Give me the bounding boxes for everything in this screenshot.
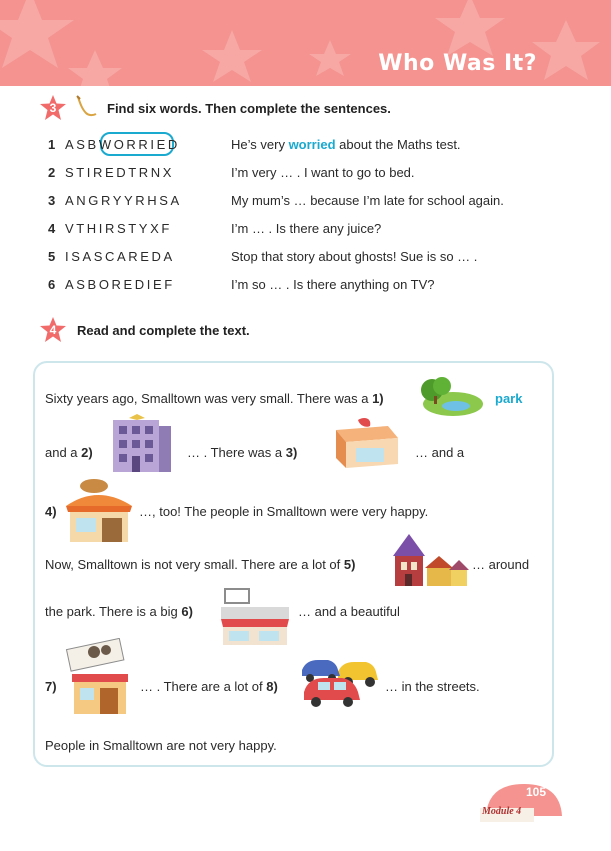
supermarket-image	[215, 585, 295, 647]
header-banner	[0, 0, 611, 86]
text-line: … around	[472, 557, 530, 572]
text-line: and a 2)	[45, 445, 93, 460]
text-line: 4)	[45, 504, 57, 519]
exercise-3-badge: 3	[40, 95, 66, 121]
exercise-3-instruction: Find six words. Then complete the sentences.	[107, 101, 391, 116]
page-title: Who Was It?	[378, 51, 537, 76]
example-answer: worried	[288, 137, 336, 152]
text-line: … and a beautiful	[298, 604, 400, 619]
text-line: Sixty years ago, Smalltown was very small. There was a 1)	[45, 391, 384, 406]
text-line: 7)	[45, 679, 57, 694]
pencil-icon	[74, 95, 100, 117]
circled-word: WORRIED	[98, 137, 180, 152]
text-line: … in the streets.	[385, 679, 480, 694]
text-line: … and a	[415, 445, 465, 460]
exercise-4-badge: 4	[40, 317, 66, 343]
bakery-image	[60, 476, 136, 546]
page-number: 105	[526, 785, 547, 799]
page-footer	[480, 782, 564, 827]
school-building-image	[107, 412, 173, 474]
module-label: Module 4	[482, 806, 522, 817]
text-line: … . There was a 3)	[187, 445, 298, 460]
park-image	[418, 376, 484, 418]
houses-image	[389, 530, 473, 588]
text-line: Now, Smalltown is not very small. There are a lot of 5)	[45, 557, 356, 572]
text-line: …, too! The people in Smalltown were very happy.	[139, 504, 429, 519]
shop-image	[318, 416, 402, 472]
example-answer-park: park	[495, 391, 523, 406]
exercise-4-instruction: Read and complete the text.	[77, 323, 250, 338]
cars-image	[298, 652, 380, 708]
text-line: the park. There is a big 6)	[45, 604, 193, 619]
text-line: … . There are a lot of 8)	[140, 679, 278, 694]
text-line: People in Smalltown are not very happy.	[45, 738, 277, 753]
cinema-image	[64, 638, 134, 716]
